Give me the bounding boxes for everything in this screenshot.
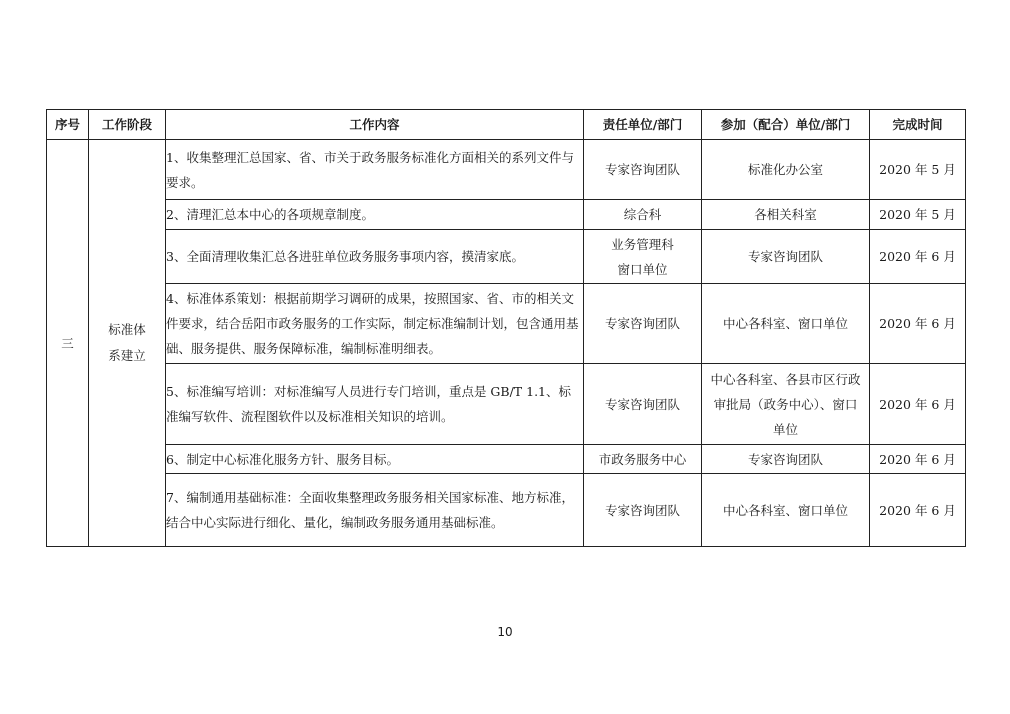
work-plan-table <box>46 109 966 547</box>
responsible-cell <box>584 230 702 284</box>
deadline-cell: 2020 年 6 月 <box>870 474 966 547</box>
content-cell: 7、编制通用基础标准：全面收集整理政务服务相关国家标准、地方标准，结合中心实际进行细化、量化，编制政务服务通用基础标准。 <box>166 474 584 547</box>
participant-cell: 中心各科室、窗口单位 <box>702 284 870 364</box>
deadline-cell: 2020 年 5 月 <box>870 200 966 230</box>
deadline-cell: 2020 年 6 月 <box>870 364 966 445</box>
participant-cell: 专家咨询团队 <box>702 445 870 474</box>
table-row <box>47 140 966 200</box>
responsible-cell: 综合科 <box>584 200 702 230</box>
responsible-cell: 专家咨询团队 <box>584 284 702 364</box>
responsible-text: 业务管理科 窗口单位 <box>611 236 674 277</box>
header-participant: 参加（配合）单位/部门 <box>702 110 870 140</box>
seq-cell: 三 <box>47 140 89 547</box>
content-cell: 3、全面清理收集汇总各进驻单位政务服务事项内容，摸清家底。 <box>166 230 584 284</box>
table-header-row <box>47 110 966 140</box>
deadline-cell: 2020 年 6 月 <box>870 230 966 284</box>
participant-cell: 标准化办公室 <box>702 140 870 200</box>
stage-text: 标准体系建立 <box>108 322 146 363</box>
table-row <box>47 474 966 547</box>
deadline-cell: 2020 年 6 月 <box>870 284 966 364</box>
content-cell: 6、制定中心标准化服务方针、服务目标。 <box>166 445 584 474</box>
content-cell: 4、标准体系策划：根据前期学习调研的成果，按照国家、省、市的相关文件要求，结合岳阳市政务服务的工作实际，制定标准编制计划，包含通用基础、服务提供、服务保障标准，编制标准明细表。 <box>166 284 584 364</box>
header-content: 工作内容 <box>166 110 584 140</box>
content-cell: 5、标准编写培训：对标准编写人员进行专门培训，重点是 GB/T 1.1、标准编写软件、流程图软件以及标准相关知识的培训。 <box>166 364 584 445</box>
table-row <box>47 445 966 474</box>
responsible-cell: 专家咨询团队 <box>584 364 702 445</box>
header-seq: 序号 <box>47 110 89 140</box>
page-number: 10 <box>497 625 513 639</box>
header-deadline: 完成时间 <box>870 110 966 140</box>
content-cell: 1、收集整理汇总国家、省、市关于政务服务标准化方面相关的系列文件与要求。 <box>166 140 584 200</box>
deadline-cell: 2020 年 5 月 <box>870 140 966 200</box>
table-row <box>47 364 966 445</box>
responsible-cell: 专家咨询团队 <box>584 474 702 547</box>
participant-cell: 中心各科室、窗口单位 <box>702 474 870 547</box>
table-row <box>47 200 966 230</box>
header-responsible: 责任单位/部门 <box>584 110 702 140</box>
table-row <box>47 230 966 284</box>
participant-cell: 各相关科室 <box>702 200 870 230</box>
header-stage: 工作阶段 <box>89 110 166 140</box>
responsible-cell: 专家咨询团队 <box>584 140 702 200</box>
deadline-cell: 2020 年 6 月 <box>870 445 966 474</box>
participant-text: 中心各科室、各县市区行政审批局（政务中心）、窗口单位 <box>710 371 861 437</box>
stage-cell <box>89 140 166 547</box>
table-row <box>47 284 966 364</box>
responsible-cell: 市政务服务中心 <box>584 445 702 474</box>
participant-cell: 专家咨询团队 <box>702 230 870 284</box>
content-cell: 2、清理汇总本中心的各项规章制度。 <box>166 200 584 230</box>
participant-cell <box>702 364 870 445</box>
